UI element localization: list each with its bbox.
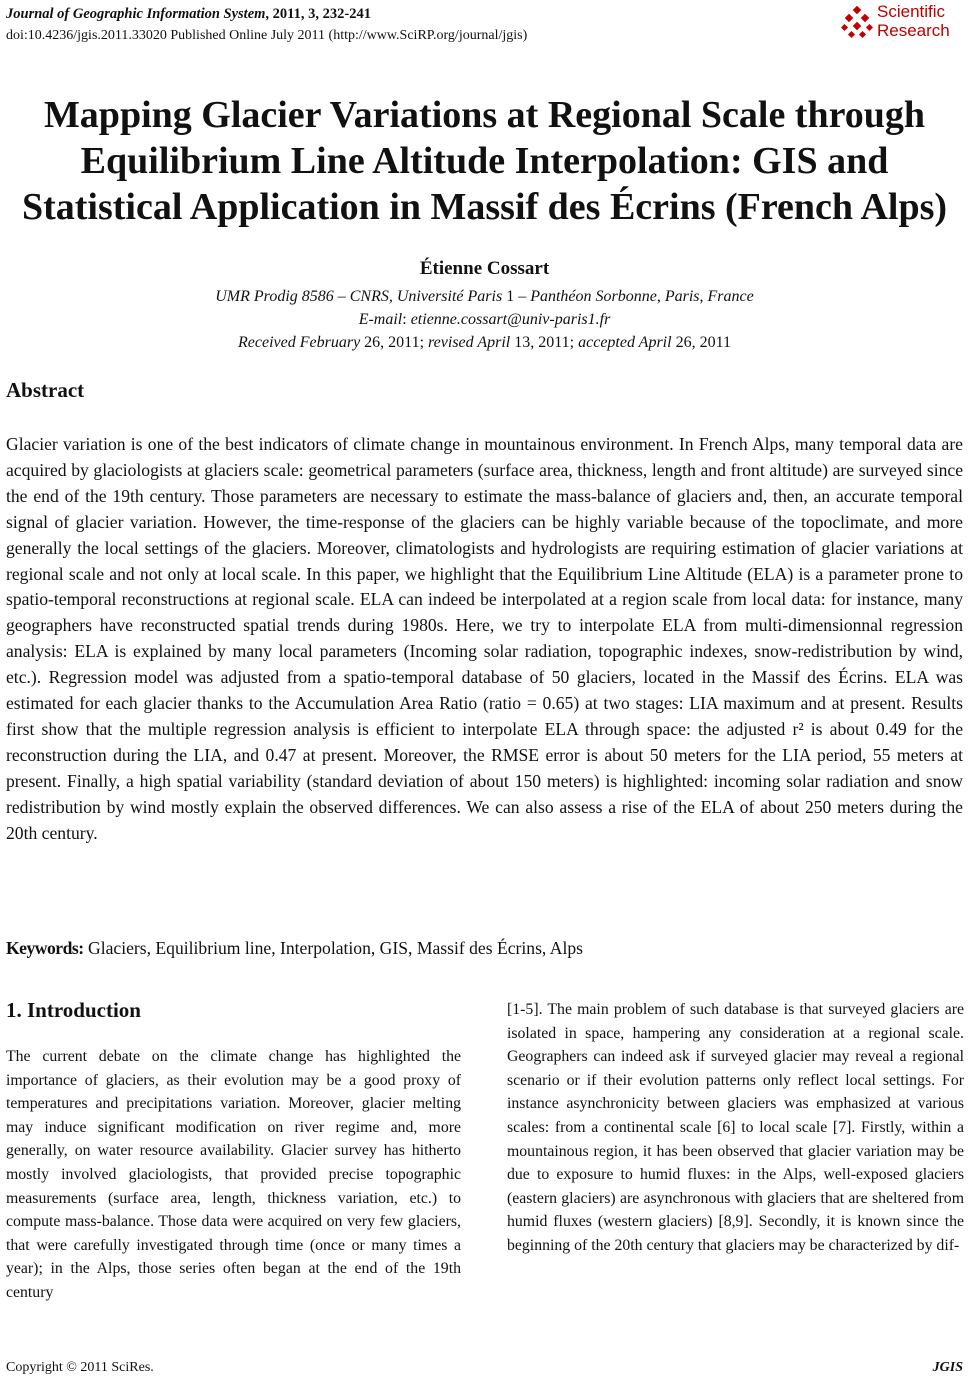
intro-column-right xyxy=(507,998,964,1258)
title-line-3: Statistical Application in Massif des Écrins (French Alps) xyxy=(21,186,948,228)
logo-line-1: Scientific xyxy=(877,2,946,21)
doi-line: doi:10.4236/jgis.2011.33020 Published Online July 2011 (http://www.SciRP.org/journal/jgis) xyxy=(6,28,528,43)
logo-line-2: Research xyxy=(877,21,950,40)
dates-line: Received February 26, 2011; revised April 13, 2011; accepted April 26, 2011 xyxy=(238,334,731,351)
affiliation: UMR Prodig 8586 – CNRS, Université Paris 1 – Panthéon Sorbonne, Paris, France xyxy=(215,288,754,305)
title-line-1: Mapping Glacier Variations at Regional Scale through xyxy=(43,94,926,136)
abstract-heading: Abstract xyxy=(6,378,85,402)
keywords-list: Glaciers, Equilibrium line, Interpolation, GIS, Massif des Écrins, Alps xyxy=(83,938,583,958)
scientific-research-logo-icon xyxy=(841,6,873,40)
abstract-body xyxy=(6,432,963,847)
publisher-logo xyxy=(841,2,963,44)
email-link[interactable]: etienne.cossart@univ-paris1.fr xyxy=(410,311,611,328)
intro-paragraph-left: The current debate on the climate change has highlighted the importance of glaciers, as their evolution may be a good proxy of temperatures and precipitations variation. Moreover, glacier melting may induce significant modification on river regime and, more generally, on water resource availability. Glacier survey has hitherto mostly involved glaciologists, that provided precise topographic measurements (surface area, length, thickness variation, etc.) to compute mass-balance. Those data were acquired on very few glaciers, that were carefully investigated through time (once or many times a year); in the Alps, those series often began at the end of the 19th century xyxy=(6,1048,461,1301)
section-heading-introduction: 1. Introduction xyxy=(6,998,141,1022)
keywords xyxy=(6,938,583,959)
page-footer xyxy=(6,1360,963,1376)
intro-paragraph-right: [1-5]. The main problem of such database is that surveyed glaciers are isolated in space, hampering any consideration at a regional scale. Geographers can indeed ask if surveyed glacier may reveal a regional scenario or if their evolution patterns only reflect local settings. For instance asynchronicity between glaciers was emphasized at various scales: from a continental scale [6] to local scale [7]. Firstly, within a mountainous region, it has been observed that glacier variation may be due to exposure to humid fluxes: in the Alps, well-exposed glaciers (eastern glaciers) are asynchronous with glaciers that are sheltered from humid fluxes (western glaciers) [8,9]. Secondly, it is known since the beginning of the 20th century that glaciers may be characterized by dif- xyxy=(507,1001,964,1254)
journal-abbrev: JGIS xyxy=(932,1360,963,1375)
journal-volume: , 2011, 3, 232-241 xyxy=(265,6,371,22)
keywords-label: Keywords: xyxy=(6,938,84,958)
title-line-2: Equilibrium Line Altitude Interpolation: GIS and xyxy=(80,140,889,182)
running-header xyxy=(6,4,527,46)
author-name: Étienne Cossart xyxy=(419,258,550,279)
journal-name: Journal of Geographic Information System xyxy=(6,6,266,22)
intro-column-left xyxy=(6,1045,461,1305)
email-line: E-mail: etienne.cossart@univ-paris1.fr xyxy=(358,311,611,328)
copyright: Copyright © 2011 SciRes. xyxy=(6,1360,154,1375)
abstract-text: Glacier variation is one of the best indicators of climate change in mountainous environment. In French Alps, many temporal data are acquired by glaciologists at glaciers scale: geometrical parameters (surface area, thickness, length and front altitude) are surveyed since the end of the 19th century. Those parameters are necessary to estimate the mass-balance of glaciers and, then, an accurate temporal signal of glacier variation. However, the time-response of the glaciers can be highly variable because of the topoclimate, and more generally the local settings of the glaciers. Moreover, climatologists and hydrologists are requiring estimation of glacier variations at regional scale and not only at local scale. In this paper, we highlight that the Equilibrium Line Altitude (ELA) is a parameter prone to spatio-temporal reconstructions at regional scale. ELA can indeed be interpolated at a region scale from local data: for instance, many geographers have reconstructed spatial trends during 1980s. Here, we try to interpolate ELA from multi-dimensionnal regression analysis: ELA is explained by many local parameters (Incoming solar radiation, topographic indexes, snow-redistribution by wind, etc.). Regression model was adjusted from a spatio-temporal database of 50 glaciers, located in the Massif des Écrins. ELA was estimated for each glacier thanks to the Accumulation Area Ratio (ratio = 0.65) at two stages: LIA maximum and at present. Results first show that the multiple regression analysis is efficient to interpolate ELA through space: the adjusted r² is about 0.49 for the reconstruction during the LIA, and 0.47 at present. Moreover, the RMSE error is about 50 meters for the LIA period, 55 meters at present. Finally, a high spatial variability (standard deviation of about 150 meters) is highlighted: incoming solar radiation and snow redistribution by wind mostly explain the observed differences. We can also assess a rise of the ELA of about 250 meters during the 20th century. xyxy=(6,434,963,843)
paper-title xyxy=(0,92,969,230)
